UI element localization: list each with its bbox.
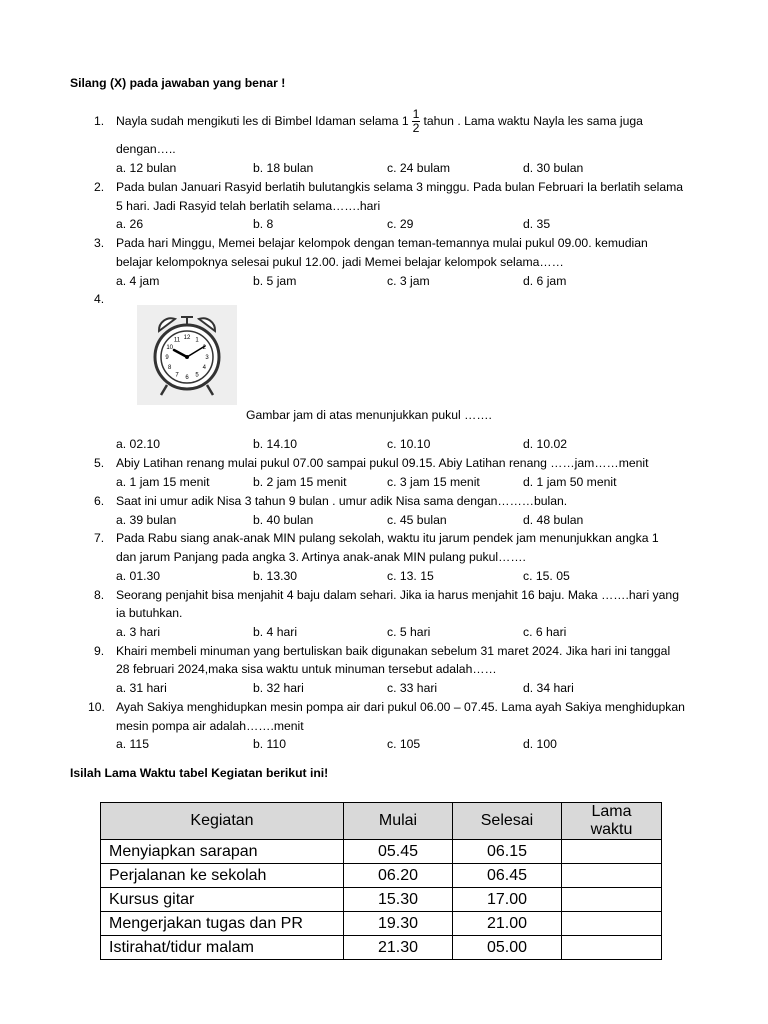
- cell-lama-waktu[interactable]: [562, 912, 662, 936]
- option-d[interactable]: d. 48 bulan: [523, 513, 584, 527]
- question-9-line1: Khairi membeli minuman yang bertuliskan baik digunakan sebelum 31 maret 2024. Jika hari ini tanggal: [116, 644, 671, 658]
- question-1-pre: Nayla sudah mengikuti les di Bimbel Idaman selama 1: [116, 114, 409, 128]
- cell-mulai: 15.30: [344, 888, 453, 912]
- question-5-line1: Abiy Latihan renang mulai pukul 07.00 sampai pukul 09.15. Abiy Latihan renang ……jam……menit: [116, 456, 649, 470]
- option-b[interactable]: b. 4 hari: [253, 625, 298, 639]
- option-b[interactable]: b. 40 bulan: [253, 513, 314, 527]
- option-b[interactable]: b. 18 bulan: [253, 161, 314, 175]
- option-a[interactable]: a. 3 hari: [116, 625, 161, 639]
- fraction-denominator: 2: [412, 120, 420, 135]
- table-row: [101, 888, 662, 912]
- option-c[interactable]: c. 29: [387, 217, 414, 231]
- question-number: 3.: [94, 236, 105, 250]
- option-c[interactable]: c. 13. 15: [387, 569, 434, 583]
- question-7-line1: Pada Rabu siang anak-anak MIN pulang sekolah, waktu itu jarum pendek jam menunjukkan angka 1: [116, 531, 659, 545]
- cell-kegiatan: Perjalanan ke sekolah: [101, 864, 344, 888]
- option-a[interactable]: a. 01.30: [116, 569, 161, 583]
- clock-number: 11: [173, 337, 181, 344]
- table-row: [101, 936, 662, 960]
- question-2-line1: Pada bulan Januari Rasyid berlatih bulutangkis selama 3 minggu. Pada bulan Februari Ia berlatih selama: [116, 180, 684, 194]
- question-7-line2: dan jarum Panjang pada angka 3. Artinya anak-anak MIN pulang pukul…….: [116, 550, 526, 564]
- option-a[interactable]: a. 1 jam 15 menit: [116, 475, 210, 489]
- option-a[interactable]: a. 31 hari: [116, 681, 167, 695]
- cell-lama-waktu[interactable]: [562, 840, 662, 864]
- option-b[interactable]: b. 5 jam: [253, 274, 297, 288]
- cell-mulai: 19.30: [344, 912, 453, 936]
- instruction-title: Silang (X) pada jawaban yang benar !: [70, 76, 286, 90]
- question-2-line2: 5 hari. Jadi Rasyid telah berlatih selama…….hari: [116, 199, 381, 213]
- cell-lama-waktu[interactable]: [562, 864, 662, 888]
- option-c[interactable]: c. 45 bulan: [387, 513, 447, 527]
- cell-mulai: 05.45: [344, 840, 453, 864]
- table-row: [101, 912, 662, 936]
- option-d[interactable]: d. 1 jam 50 menit: [523, 475, 617, 489]
- cell-selesai: 06.45: [453, 864, 562, 888]
- clock-number: 4: [202, 365, 206, 371]
- question-1-text: [116, 105, 643, 137]
- table-row: [101, 840, 662, 864]
- question-number: 6.: [94, 494, 105, 508]
- clock-caption: Gambar jam di atas menunjukkan pukul …….: [246, 408, 492, 422]
- option-b[interactable]: b. 32 hari: [253, 681, 304, 695]
- cell-kegiatan: Istirahat/tidur malam: [101, 936, 344, 960]
- cell-mulai: 06.20: [344, 864, 453, 888]
- question-number: 2.: [94, 180, 105, 194]
- clock-number: 3: [205, 355, 209, 361]
- option-c[interactable]: c. 5 hari: [387, 625, 431, 639]
- option-b[interactable]: b. 14.10: [253, 437, 298, 451]
- option-a[interactable]: a. 39 bulan: [116, 513, 177, 527]
- cell-selesai: 05.00: [453, 936, 562, 960]
- option-d[interactable]: d. 6 jam: [523, 274, 567, 288]
- option-d[interactable]: c. 6 hari: [523, 625, 567, 639]
- cell-kegiatan: Kursus gitar: [101, 888, 344, 912]
- option-a[interactable]: a. 02.10: [116, 437, 161, 451]
- clock-number: 6: [185, 375, 189, 381]
- clock-number: 9: [165, 355, 169, 361]
- cell-lama-waktu[interactable]: [562, 936, 662, 960]
- cell-selesai: 21.00: [453, 912, 562, 936]
- fraction-numerator: 1: [412, 106, 420, 121]
- cell-selesai: 06.15: [453, 840, 562, 864]
- question-number: 1.: [94, 114, 105, 128]
- question-number: 7.: [94, 531, 105, 545]
- clock-number: 1: [195, 337, 199, 344]
- option-b[interactable]: b. 13.30: [253, 569, 298, 583]
- question-number: 5.: [94, 456, 105, 470]
- option-d[interactable]: d. 10.02: [523, 437, 568, 451]
- question-3-line2: belajar kelompoknya selesai pukul 12.00. jadi Memei belajar kelompok selama……: [116, 255, 564, 269]
- cell-kegiatan: Mengerjakan tugas dan PR: [101, 912, 344, 936]
- cell-selesai: 17.00: [453, 888, 562, 912]
- question-10-line1: Ayah Sakiya menghidupkan mesin pompa air dari pukul 06.00 – 07.45. Lama ayah Sakiya menghidupkan: [116, 700, 685, 714]
- table-row: [101, 864, 662, 888]
- option-b[interactable]: b. 2 jam 15 menit: [253, 475, 347, 489]
- cell-lama-waktu[interactable]: [562, 888, 662, 912]
- option-a[interactable]: a. 26: [116, 217, 144, 231]
- cell-kegiatan: Menyiapkan sarapan: [101, 840, 344, 864]
- cell-mulai: 21.30: [344, 936, 453, 960]
- question-number: 8.: [94, 588, 105, 602]
- option-a[interactable]: a. 4 jam: [116, 274, 160, 288]
- header-lama-waktu: Lama waktu: [562, 803, 662, 840]
- instruction-table-title: Isilah Lama Waktu tabel Kegiatan berikut ini!: [70, 766, 329, 780]
- clock-number: 5: [195, 372, 199, 379]
- alarm-clock-icon: [137, 305, 237, 405]
- activity-table: [100, 802, 662, 960]
- clock-number: 8: [168, 365, 172, 371]
- option-c[interactable]: c. 10.10: [387, 437, 431, 451]
- option-d[interactable]: c. 15. 05: [523, 569, 570, 583]
- clock-number: 12: [183, 335, 191, 341]
- clock-number: 2: [202, 345, 206, 351]
- option-c[interactable]: c. 33 hari: [387, 681, 438, 695]
- option-a[interactable]: a. 115: [116, 737, 149, 751]
- option-c[interactable]: c. 3 jam: [387, 274, 430, 288]
- header-kegiatan: Kegiatan: [101, 803, 344, 840]
- option-c[interactable]: c. 105: [387, 737, 421, 751]
- question-1-post: tahun . Lama waktu Nayla les sama juga: [423, 114, 643, 128]
- option-b[interactable]: b. 8: [253, 217, 274, 231]
- question-8-line1: Seorang penjahit bisa menjahit 4 baju dalam sehari. Jika ia harus menjahit 16 baju. Maka …….hari yang: [116, 588, 679, 602]
- fraction: [412, 108, 421, 135]
- question-number: 4.: [94, 292, 105, 306]
- header-selesai: Selesai: [453, 803, 562, 840]
- option-a[interactable]: a. 12 bulan: [116, 161, 177, 175]
- question-10-line2: mesin pompa air adalah…….menit: [116, 719, 304, 733]
- question-1-line2: dengan…..: [116, 142, 176, 156]
- question-8-line2: ia butuhkan.: [116, 606, 183, 620]
- option-d[interactable]: d. 35: [523, 217, 551, 231]
- question-6-line1: Saat ini umur adik Nisa 3 tahun 9 bulan . umur adik Nisa sama dengan………bulan.: [116, 494, 568, 508]
- header-mulai: Mulai: [344, 803, 453, 840]
- table-header-row: [101, 803, 662, 840]
- question-3-line1: Pada hari Minggu, Memei belajar kelompok dengan teman-temannya mulai pukul 09.00. kemudian: [116, 236, 648, 250]
- option-c[interactable]: c. 24 bulam: [387, 161, 451, 175]
- question-9-line2: 28 februari 2024,maka sisa waktu untuk minuman tersebut adalah……: [116, 662, 497, 676]
- option-d[interactable]: d. 34 hari: [523, 681, 574, 695]
- option-d[interactable]: d. 100: [523, 737, 557, 751]
- clock-number: 7: [175, 372, 179, 379]
- question-number: 10.: [88, 700, 105, 714]
- option-c[interactable]: c. 3 jam 15 menit: [387, 475, 480, 489]
- option-d[interactable]: d. 30 bulan: [523, 161, 584, 175]
- clock-number: 10: [166, 345, 174, 351]
- question-number: 9.: [94, 644, 105, 658]
- option-b[interactable]: b. 110: [253, 737, 286, 751]
